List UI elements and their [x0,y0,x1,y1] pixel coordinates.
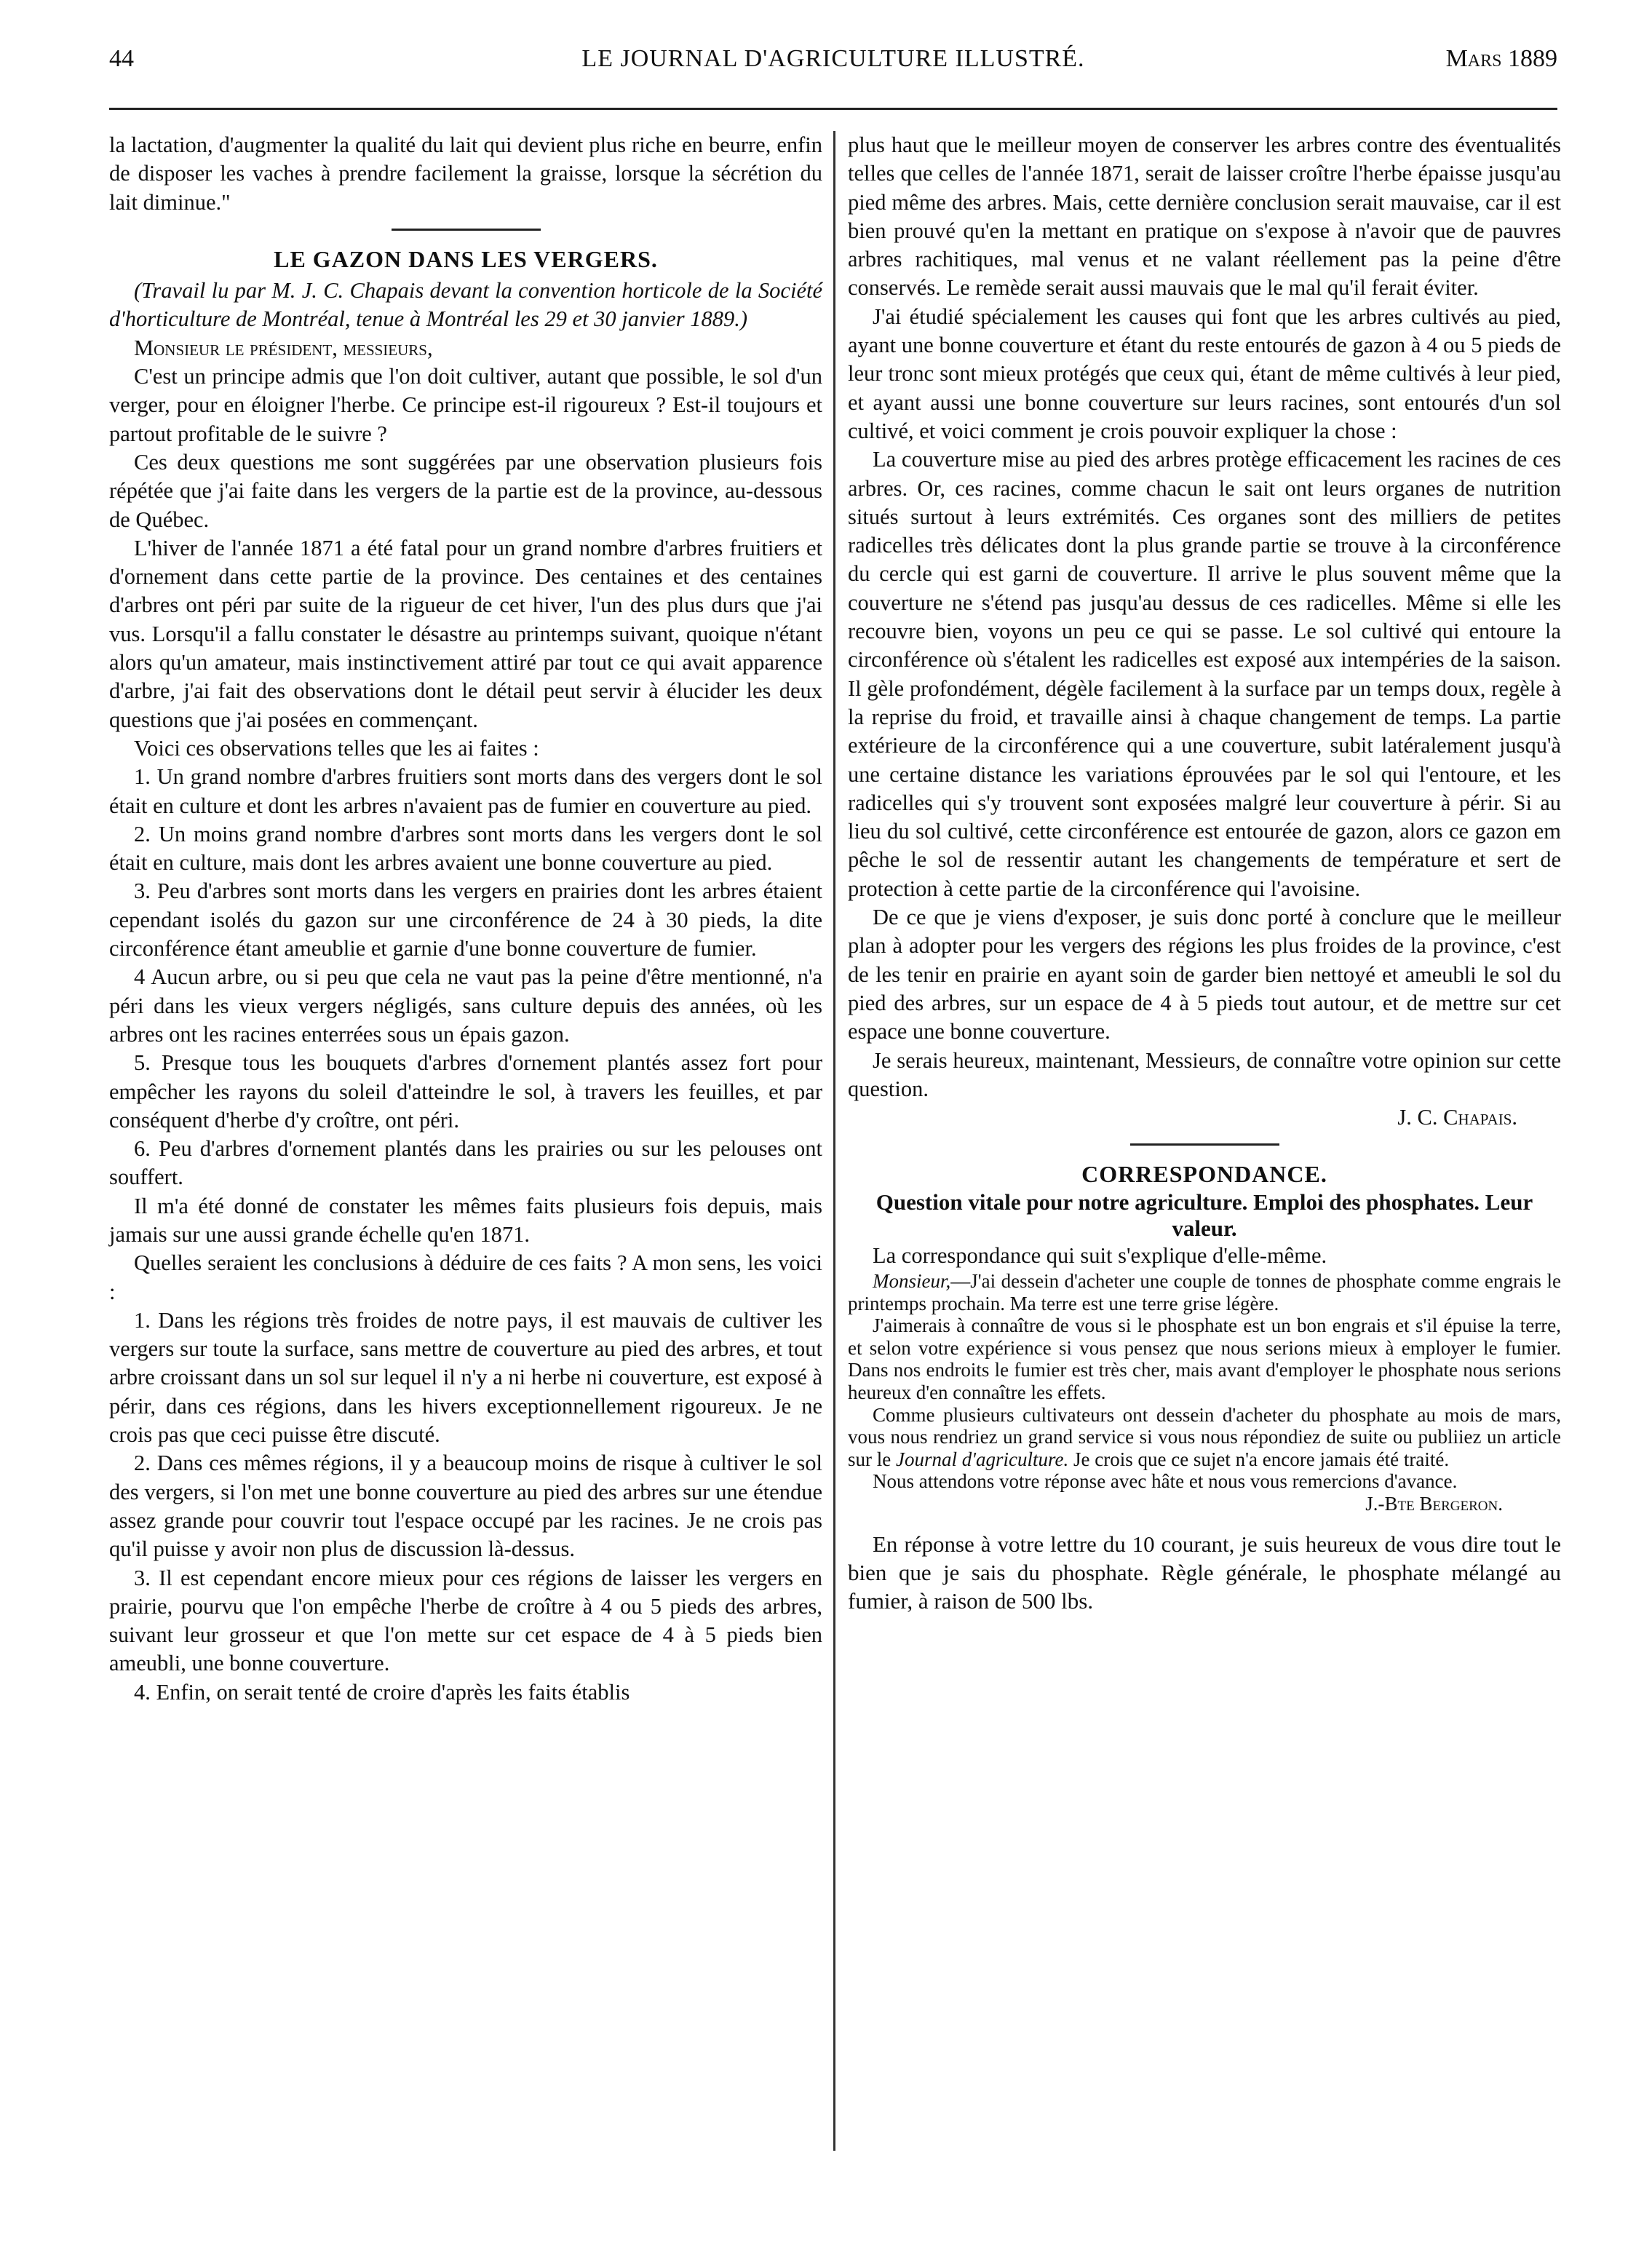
author-signature: J. C. Chapais. [1397,1105,1517,1130]
letter-paragraph [848,1404,1561,1471]
letter-text: Comme plusieurs cultivateurs ont dessein d'acheter du phosphate au mois de mars, vous nous rendriez un grand service si vous nous répondiez de suite ou publiiez un article sur le [848,1403,1561,1470]
right-column [848,131,1561,1615]
opening-paragraph: la lactation, d'augmenter la qualité du lait qui devient plus riche en beurre, enfin de disposer les vaches à prendre facilement la graisse, lorsque la sécrétion du lait diminue." [109,132,822,215]
letter-text: —J'ai dessein d'acheter une couple de tonnes de phosphate comme engrais le printemps prochain. Ma terre est une terre grise légère. [848,1269,1561,1314]
observation-item: 6. Peu d'arbres d'ornement plantés dans les prairies ou sur les pelouses ont souffert. [109,1136,822,1190]
journal-title: LE JOURNAL D'AGRICULTURE ILLUSTRÉ. [581,45,1085,72]
paragraph: Voici ces observations telles que les ai faites : [134,735,539,761]
conclusion-item: 3. Il est cependant encore mieux pour ces régions de laisser les vergers en prairie, pourvu que l'on empêche l'herbe de croître à 4 ou 5 pieds des arbres, suivant leur grosseur et que l'on mette sur cet espace de 4 à 5 pieds bien ameubli, une bonne couverture. [109,1565,822,1676]
paragraph: L'hiver de l'année 1871 a été fatal pour un grand nombre d'arbres fruitiers et d'ornement dans cette partie de la province. Des centaines et des centaines d'arbres ont péri par suite de la rigueur de cet hiver, l'un des plus durs que j'ai vus. Lorsqu'il a fallu constater le désastre au printemps suivant, quoique n'étant alors qu'un amateur, mais instinctivement attiré par tout ce qui avait apparence d'arbre, j'ai fait des observations dont le détail peut servir à élucider les deux questions que j'ai posées en commençant. [109,535,822,732]
letter-paragraph [848,1270,1561,1314]
paragraph: Je serais heureux, maintenant, Messieurs, de connaître votre opinion sur cette question. [848,1047,1561,1101]
page-header [109,45,1557,86]
observation-item: 4 Aucun arbre, ou si peu que cela ne vaut pas la peine d'être mentionné, n'a péri dans les vieux vergers négligés, sans culture depuis des années, où les arbres ont les racines enterrées sous un épais gazon. [109,964,822,1047]
conclusion-item: 2. Dans ces mêmes régions, il y a beaucoup moins de risque à cultiver le sol des vergers, si l'on met une bonne couverture au pied des arbres sur une étendue assez grande pour couvrir tout l'espace occupé par les racines. Je ne crois pas qu'il puisse y avoir non plus de discussion là-dessus. [109,1451,822,1562]
reply-paragraph: En réponse à votre lettre du 10 courant, je suis heureux de vous dire tout le bien que je sais du phosphate. Règle générale, le phosphate mélangé au fumier, à raison de 500 lbs. [848,1531,1561,1614]
observation-item: 2. Un moins grand nombre d'arbres sont morts dans les vergers dont le sol était en culture, mais dont les arbres avaient une bonne couverture au pied. [109,821,822,876]
paragraph: plus haut que le meilleur moyen de conserver les arbres contre des éventualités telles que celles de l'année 1871, serait de laisser croître l'herbe épaisse jusqu'au pied même des arbres. Mais, cette dernière conclusion serait mauvaise, car il est bien prouvé qu'en la mettant en pratique on s'expose à n'avoir que de pauvres arbres rachitiques, mal venus et ne valant réellement pas la peine d'être conservés. Le remède serait aussi mauvais que le mal qu'il ferait éviter. [848,132,1561,301]
letter-salutation: Monsieur, [873,1269,951,1292]
column-divider [833,131,835,2151]
letter-paragraph: J'aimerais à connaître de vous si le phosphate est un bon engrais et s'il épuise la terre, et selon votre expérience si vous pensez que nous serions mieux à employer le fumier. Dans nos endroits le fumier est très cher, mais avant d'employer le phosphate nous serions heureux d'en connaître les effets. [848,1314,1561,1403]
left-column [109,131,822,1707]
conclusion-item: 4. Enfin, on serait tenté de croire d'après les faits établis [134,1679,630,1705]
letter-signature: J.-Bte Bergeron. [1365,1492,1503,1515]
correspondence-title: CORRESPONDANCE. [1081,1161,1327,1188]
letter-text: Je crois que ce sujet n'a encore jamais été traité. [1068,1448,1450,1470]
paragraph: Il m'a été donné de constater les mêmes faits plusieurs fois depuis, mais jamais sur une aussi grande échelle qu'en 1871. [109,1193,822,1247]
article-title: LE GAZON DANS LES VERGERS. [274,245,658,272]
paragraph: La couverture mise au pied des arbres protège efficacement les racines de ces arbres. Or, ces racines, comme chacun le sait ont leurs organes de nutrition situés surtout à leurs extrémités. Ces organes sont des milliers de petites radicelles très délicates dont la plus grande partie se trouve à la circonférence du cercle qui est garni de couverture. Il arrive le plus souvent même que la couverture ne s'étend pas jusqu'au dessus de ces radicelles. Même si elle les recouvre bien, voyons un peu ce qui se passe. Le sol cultivé qui entoure la circonférence où s'étalent les radicelles est exposé aux intempéries de la saison. Il gèle profondément, dégèle facilement à la surface par un temps doux, regèle à la reprise du froid, et travaille ainsi à chaque changement de temps. La partie extérieure de la circonférence qui a une couverture, subit latéralement jusqu'à une certaine distance les variations éprouvées par le sol qui l'entoure, et les radicelles qui s'y trouvent sont exposées malgré leur couverture à périr. Si au lieu du sol cultivé, cette circonférence est entourée de gazon, alors ce gazon em pêche le sol de ressentir autant les changements de température et sert de protection à cette partie de la circonférence qui l'avoisine. [848,447,1561,901]
paragraph: J'ai étudié spécialement les causes qui font que les arbres cultivés au pied, ayant une bonne couverture et étant du reste entourés de gazon à 4 ou 5 pieds de leur tronc sont mieux protégés que ceux qui, étant de même cultivés à leur pied, et ayant aussi une bonne couverture sur leurs racines, sont entourés d'un sol cultivé, et voici comment je crois pouvoir expliquer la chose : [848,304,1561,443]
observation-item: 1. Un grand nombre d'arbres fruitiers sont morts dans des vergers dont le sol était en culture et dont les arbres n'avaient pas de fumier en couverture au pied. [109,764,822,818]
observation-item: 5. Presque tous les bouquets d'arbres d'ornement plantés assez fort pour empêcher les rayons du soleil d'atteindre le sol, à travers les feuilles, et par conséquent d'herbe d'y croître, ont péri. [109,1050,822,1133]
paragraph: De ce que je viens d'exposer, je suis donc porté à conclure que le meilleur plan à adopter pour les vergers des régions les plus froides de la province, c'est de les tenir en prairie en ayant soin de garder bien nettoyé et ameubli le sol du pied des arbres, sur un espace de 4 à 5 pieds tout autour, et de mettre sur cet espace une bonne couverture. [848,905,1561,1044]
section-divider [392,229,541,231]
correspondence-intro: La correspondance qui suit s'explique d'elle-même. [873,1242,1327,1268]
paragraph: Quelles seraient les conclusions à déduire de ces faits ? A mon sens, les voici : [109,1250,822,1304]
header-rule [109,108,1557,110]
letter-paragraph: Nous attendons votre réponse avec hâte et nous vous remercions d'avance. [873,1470,1458,1493]
article-subtitle: (Travail lu par M. J. C. Chapais devant la convention horticole de la Société d'horticulture de Montréal, tenue à Montréal les 29 et 30 janvier 1889.) [109,278,822,332]
paragraph: C'est un principe admis que l'on doit cultiver, autant que possible, le sol d'un verger, pour en éloigner l'herbe. Ce principe est-il rigoureux ? Est-il toujours et partout profitable de le suivre ? [109,364,822,446]
issue-date: Mars 1889 [1445,45,1557,72]
journal-reference: Journal d'agriculture. [895,1448,1069,1470]
paragraph: Ces deux questions me sont suggérées par une observation plusieurs fois répétée que j'ai faite dans les vergers de la partie est de la province, au-dessous de Québec. [109,449,822,532]
section-divider [1130,1143,1279,1146]
correspondence-subtitle: Question vitale pour notre agriculture. Emploi des phosphates. Leur valeur. [875,1189,1533,1241]
salutation: Monsieur le président, messieurs, [134,335,433,360]
page-number: 44 [109,45,134,72]
observation-item: 3. Peu d'arbres sont morts dans les vergers en prairies dont les arbres étaient cependant isolés du gazon sur une circonférence de 24 à 30 pieds, la dite circonférence étant ameublie et garnie d'une bonne couverture de fumier. [109,878,822,961]
reader-letter [848,1270,1561,1515]
conclusion-item: 1. Dans les régions très froides de notre pays, il est mauvais de cultiver les vergers sur toute la surface, sans mettre de couverture au pied des arbres, et tout arbre croissant dans un sol sur lequel il n'y a ni herbe ni couverture, est exposé à périr, dans ces régions, dans les hivers exceptionnellement rigoureux. Je ne crois pas que ceci puisse être discuté. [109,1307,822,1448]
editor-reply [848,1530,1561,1616]
